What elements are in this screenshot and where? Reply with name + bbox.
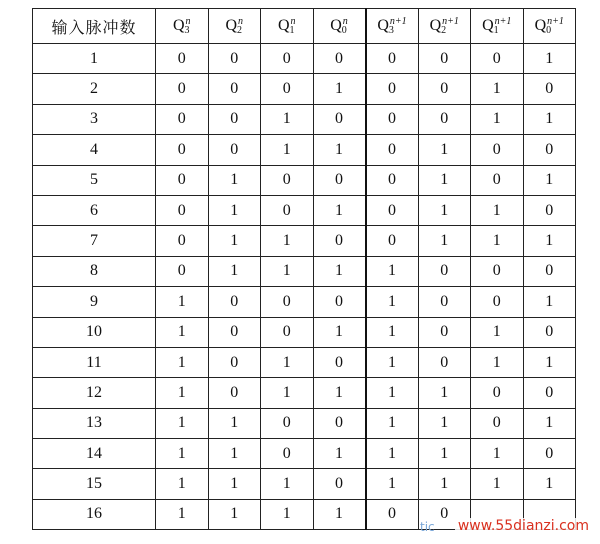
current-state-bit-cell: 0 bbox=[261, 408, 314, 438]
pulse-count-cell: 15 bbox=[33, 469, 156, 499]
pulse-count-cell: 16 bbox=[33, 499, 156, 529]
next-state-bit-cell: 1 bbox=[471, 74, 524, 104]
pulse-count-cell: 8 bbox=[33, 256, 156, 286]
next-state-bit-cell: 0 bbox=[418, 499, 471, 529]
next-state-bit-cell: 1 bbox=[418, 469, 471, 499]
current-state-bit-cell: 0 bbox=[313, 408, 366, 438]
current-state-bit-cell: 1 bbox=[208, 256, 261, 286]
current-state-bit-cell: 0 bbox=[156, 135, 209, 165]
current-state-bit-cell: 1 bbox=[156, 439, 209, 469]
next-state-bit-cell: 1 bbox=[523, 469, 576, 499]
next-state-bit-cell: 1 bbox=[523, 226, 576, 256]
current-state-bit-cell: 1 bbox=[208, 439, 261, 469]
table-row bbox=[33, 378, 576, 408]
header-superscript: n+1 bbox=[442, 16, 459, 27]
next-state-bit-cell: 1 bbox=[366, 469, 419, 499]
next-state-bit-cell: 1 bbox=[471, 226, 524, 256]
pulse-count-cell: 7 bbox=[33, 226, 156, 256]
next-state-bit-cell: 1 bbox=[523, 347, 576, 377]
table-row bbox=[33, 408, 576, 438]
next-state-bit-cell: 1 bbox=[418, 439, 471, 469]
next-state-bit-cell: 0 bbox=[523, 256, 576, 286]
header-symbol: Q bbox=[429, 17, 442, 34]
pulse-count-cell: 11 bbox=[33, 347, 156, 377]
table-body bbox=[33, 44, 576, 530]
next-state-bit-cell: 0 bbox=[523, 135, 576, 165]
next-state-bit-cell: 0 bbox=[418, 104, 471, 134]
next-state-bit-cell: 0 bbox=[418, 317, 471, 347]
current-state-bit-cell: 1 bbox=[261, 256, 314, 286]
next-state-bit-cell: 1 bbox=[418, 195, 471, 225]
current-state-bit-cell: 1 bbox=[208, 226, 261, 256]
current-state-bit-cell: 0 bbox=[313, 287, 366, 317]
table-row bbox=[33, 44, 576, 74]
header-symbol: Q bbox=[534, 17, 547, 34]
header-subscript: 0 bbox=[546, 25, 552, 36]
next-state-bit-cell: 0 bbox=[366, 135, 419, 165]
header-next_state-q2 bbox=[418, 9, 471, 44]
next-state-bit-cell: 1 bbox=[523, 287, 576, 317]
table-row bbox=[33, 469, 576, 499]
current-state-bit-cell: 1 bbox=[261, 499, 314, 529]
header-current_state-q3 bbox=[156, 9, 209, 44]
next-state-bit-cell: 0 bbox=[523, 317, 576, 347]
next-state-bit-cell: 0 bbox=[366, 44, 419, 74]
current-state-bit-cell: 1 bbox=[156, 378, 209, 408]
next-state-bit-cell: 1 bbox=[418, 226, 471, 256]
watermark-logo: tic bbox=[420, 520, 435, 534]
current-state-bit-cell: 0 bbox=[156, 74, 209, 104]
header-symbol: Q bbox=[482, 17, 494, 34]
header-symbol: Q bbox=[330, 17, 342, 34]
next-state-bit-cell: 0 bbox=[418, 287, 471, 317]
next-state-bit-cell: 0 bbox=[471, 135, 524, 165]
current-state-bit-cell: 0 bbox=[261, 287, 314, 317]
next-state-bit-cell: 0 bbox=[471, 165, 524, 195]
header-subscript: 3 bbox=[388, 25, 394, 36]
table-row bbox=[33, 347, 576, 377]
current-state-bit-cell: 0 bbox=[156, 226, 209, 256]
header-next_state-q0 bbox=[523, 9, 576, 44]
current-state-bit-cell: 1 bbox=[261, 135, 314, 165]
truth-table-frame bbox=[32, 8, 576, 530]
current-state-bit-cell: 1 bbox=[156, 469, 209, 499]
header-input-pulse-count: 输入脉冲数 bbox=[33, 9, 156, 44]
current-state-bit-cell: 0 bbox=[208, 347, 261, 377]
current-state-bit-cell: 0 bbox=[313, 347, 366, 377]
current-state-bit-cell: 1 bbox=[156, 499, 209, 529]
header-symbol: Q bbox=[277, 17, 290, 34]
header-superscript: n+1 bbox=[494, 16, 512, 27]
pulse-count-cell: 13 bbox=[33, 408, 156, 438]
table-row bbox=[33, 74, 576, 104]
current-state-bit-cell: 0 bbox=[261, 74, 314, 104]
next-state-bit-cell: 0 bbox=[366, 226, 419, 256]
next-state-bit-cell: 1 bbox=[471, 317, 524, 347]
current-state-bit-cell: 1 bbox=[208, 195, 261, 225]
table-row bbox=[33, 135, 576, 165]
pulse-count-cell: 5 bbox=[33, 165, 156, 195]
current-state-bit-cell: 0 bbox=[156, 165, 209, 195]
current-state-bit-cell: 1 bbox=[261, 104, 314, 134]
current-state-bit-cell: 1 bbox=[261, 347, 314, 377]
current-state-bit-cell: 0 bbox=[156, 195, 209, 225]
current-state-bit-cell: 1 bbox=[313, 195, 366, 225]
header-current_state-q2 bbox=[208, 9, 261, 44]
current-state-bit-cell: 1 bbox=[313, 378, 366, 408]
next-state-bit-cell: 1 bbox=[418, 408, 471, 438]
current-state-bit-cell: 0 bbox=[261, 165, 314, 195]
watermark-site: www.55dianzi.com bbox=[455, 518, 592, 534]
header-superscript: n+1 bbox=[547, 16, 564, 27]
table-row bbox=[33, 287, 576, 317]
next-state-bit-cell: 0 bbox=[366, 195, 419, 225]
next-state-bit-cell: 0 bbox=[523, 439, 576, 469]
pulse-count-cell: 12 bbox=[33, 378, 156, 408]
next-state-bit-cell: 1 bbox=[366, 408, 419, 438]
current-state-bit-cell: 1 bbox=[208, 469, 261, 499]
next-state-bit-cell: 1 bbox=[366, 378, 419, 408]
next-state-bit-cell: 0 bbox=[418, 256, 471, 286]
table-row bbox=[33, 317, 576, 347]
current-state-bit-cell: 0 bbox=[261, 439, 314, 469]
next-state-bit-cell: 1 bbox=[418, 165, 471, 195]
current-state-bit-cell: 0 bbox=[261, 317, 314, 347]
next-state-bit-cell: 0 bbox=[366, 104, 419, 134]
current-state-bit-cell: 1 bbox=[208, 408, 261, 438]
next-state-bit-cell: 1 bbox=[366, 439, 419, 469]
table-row bbox=[33, 165, 576, 195]
next-state-bit-cell: 0 bbox=[366, 499, 419, 529]
current-state-bit-cell: 0 bbox=[156, 104, 209, 134]
next-state-bit-cell: 1 bbox=[366, 256, 419, 286]
current-state-bit-cell: 1 bbox=[313, 499, 366, 529]
current-state-bit-cell: 1 bbox=[156, 347, 209, 377]
header-symbol: Q bbox=[377, 17, 389, 34]
current-state-bit-cell: 1 bbox=[156, 317, 209, 347]
next-state-bit-cell: 0 bbox=[418, 74, 471, 104]
next-state-bit-cell: 0 bbox=[471, 256, 524, 286]
current-state-bit-cell: 0 bbox=[261, 44, 314, 74]
next-state-bit-cell: 0 bbox=[471, 44, 524, 74]
table-row bbox=[33, 104, 576, 134]
header-superscript: n bbox=[238, 16, 244, 27]
pulse-count-cell: 4 bbox=[33, 135, 156, 165]
current-state-bit-cell: 0 bbox=[208, 135, 261, 165]
header-current_state-q1 bbox=[261, 9, 314, 44]
header-subscript: 1 bbox=[289, 25, 295, 36]
header-current_state-q0 bbox=[313, 9, 366, 44]
pulse-count-cell: 14 bbox=[33, 439, 156, 469]
next-state-bit-cell: 1 bbox=[366, 347, 419, 377]
next-state-bit-cell: 1 bbox=[471, 104, 524, 134]
header-superscript: n+1 bbox=[389, 16, 407, 27]
next-state-bit-cell: 1 bbox=[523, 408, 576, 438]
current-state-bit-cell: 0 bbox=[156, 256, 209, 286]
header-symbol: Q bbox=[225, 17, 238, 34]
header-next_state-q3 bbox=[366, 9, 419, 44]
header-next_state-q1 bbox=[471, 9, 524, 44]
header-superscript: n bbox=[290, 16, 296, 27]
current-state-bit-cell: 0 bbox=[313, 165, 366, 195]
header-symbol: Q bbox=[172, 17, 185, 34]
next-state-bit-cell: 1 bbox=[418, 378, 471, 408]
pulse-count-cell: 9 bbox=[33, 287, 156, 317]
next-state-bit-cell: 0 bbox=[523, 74, 576, 104]
next-state-bit-cell: 0 bbox=[471, 287, 524, 317]
header-subscript: 1 bbox=[493, 25, 499, 36]
next-state-bit-cell: 1 bbox=[471, 195, 524, 225]
current-state-bit-cell: 1 bbox=[313, 256, 366, 286]
pulse-count-cell: 1 bbox=[33, 44, 156, 74]
counter-truth-table bbox=[32, 8, 576, 530]
current-state-bit-cell: 0 bbox=[208, 378, 261, 408]
next-state-bit-cell: 0 bbox=[366, 165, 419, 195]
current-state-bit-cell: 1 bbox=[156, 408, 209, 438]
header-subscript: 2 bbox=[441, 25, 447, 36]
pulse-count-cell: 6 bbox=[33, 195, 156, 225]
current-state-bit-cell: 0 bbox=[208, 317, 261, 347]
next-state-bit-cell: 1 bbox=[471, 469, 524, 499]
next-state-bit-cell: 0 bbox=[471, 378, 524, 408]
current-state-bit-cell: 1 bbox=[156, 287, 209, 317]
current-state-bit-cell: 0 bbox=[208, 287, 261, 317]
pulse-count-cell: 2 bbox=[33, 74, 156, 104]
current-state-bit-cell: 0 bbox=[208, 44, 261, 74]
current-state-bit-cell: 0 bbox=[313, 104, 366, 134]
current-state-bit-cell: 1 bbox=[313, 439, 366, 469]
next-state-bit-cell: 0 bbox=[523, 195, 576, 225]
current-state-bit-cell: 1 bbox=[313, 135, 366, 165]
next-state-bit-cell: 1 bbox=[366, 317, 419, 347]
current-state-bit-cell: 0 bbox=[208, 74, 261, 104]
pulse-count-cell: 3 bbox=[33, 104, 156, 134]
header-superscript: n bbox=[342, 16, 348, 27]
current-state-bit-cell: 0 bbox=[313, 226, 366, 256]
next-state-bit-cell: 1 bbox=[471, 439, 524, 469]
current-state-bit-cell: 0 bbox=[261, 195, 314, 225]
pulse-count-cell: 10 bbox=[33, 317, 156, 347]
current-state-bit-cell: 0 bbox=[156, 44, 209, 74]
table-row bbox=[33, 226, 576, 256]
current-state-bit-cell: 0 bbox=[208, 104, 261, 134]
next-state-bit-cell: 0 bbox=[366, 74, 419, 104]
next-state-bit-cell: 0 bbox=[418, 44, 471, 74]
next-state-bit-cell: 1 bbox=[471, 347, 524, 377]
current-state-bit-cell: 1 bbox=[208, 165, 261, 195]
table-header-row bbox=[33, 9, 576, 44]
current-state-bit-cell: 1 bbox=[261, 226, 314, 256]
next-state-bit-cell: 0 bbox=[471, 408, 524, 438]
header-subscript: 0 bbox=[341, 25, 347, 36]
next-state-bit-cell: 1 bbox=[523, 165, 576, 195]
next-state-bit-cell: 0 bbox=[523, 378, 576, 408]
header-subscript: 3 bbox=[184, 25, 190, 36]
table-row bbox=[33, 439, 576, 469]
current-state-bit-cell: 1 bbox=[261, 378, 314, 408]
next-state-bit-cell: 1 bbox=[523, 44, 576, 74]
current-state-bit-cell: 1 bbox=[261, 469, 314, 499]
header-superscript: n bbox=[185, 16, 191, 27]
current-state-bit-cell: 1 bbox=[208, 499, 261, 529]
current-state-bit-cell: 0 bbox=[313, 44, 366, 74]
next-state-bit-cell: 1 bbox=[366, 287, 419, 317]
current-state-bit-cell: 1 bbox=[313, 317, 366, 347]
next-state-bit-cell: 1 bbox=[523, 104, 576, 134]
next-state-bit-cell: 0 bbox=[418, 347, 471, 377]
table-row bbox=[33, 195, 576, 225]
table-row bbox=[33, 256, 576, 286]
header-subscript: 2 bbox=[237, 25, 243, 36]
current-state-bit-cell: 0 bbox=[313, 469, 366, 499]
current-state-bit-cell: 1 bbox=[313, 74, 366, 104]
next-state-bit-cell: 1 bbox=[418, 135, 471, 165]
